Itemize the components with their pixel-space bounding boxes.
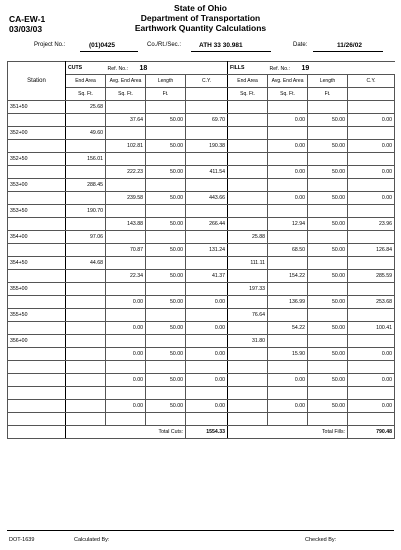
- empty-cell: [106, 257, 146, 270]
- empty-cell: [186, 309, 228, 322]
- fill-end-cell: 197.33: [228, 283, 268, 296]
- department-name: Department of Transportation: [140, 13, 261, 23]
- total-fills-label: Total Fills:: [228, 426, 348, 439]
- empty-cell: [268, 257, 308, 270]
- empty-cell: [8, 322, 66, 335]
- cut-avg-cell: 143.88: [106, 218, 146, 231]
- fill-len-cell: 50.00: [308, 244, 348, 257]
- empty-cell: [8, 296, 66, 309]
- table-row: [8, 166, 395, 179]
- empty-cell: [308, 205, 348, 218]
- cut-cy-cell: 0.00: [186, 374, 228, 387]
- fill-end-cell: [228, 361, 268, 374]
- cut-end-cell: 97.06: [66, 231, 106, 244]
- fill-len-cell: 50.00: [308, 140, 348, 153]
- cut-len-cell: 50.00: [146, 270, 186, 283]
- calculated-by-label: Calculated By:: [74, 537, 110, 543]
- fill-avg-cell: 0.00: [268, 192, 308, 205]
- cut-length-header: Length: [146, 75, 186, 88]
- empty-cell: [348, 283, 395, 296]
- empty-cell: [8, 218, 66, 231]
- table-row: [8, 374, 395, 387]
- empty-cell: [348, 231, 395, 244]
- cut-len-cell: 50.00: [146, 140, 186, 153]
- unit-sqft: Sq. Ft.: [228, 88, 268, 101]
- form-date: 03/03/03: [9, 24, 43, 34]
- table-row: [8, 309, 395, 322]
- unit-sqft: Sq. Ft.: [268, 88, 308, 101]
- station-header: Station: [8, 62, 66, 101]
- cut-len-cell: 50.00: [146, 114, 186, 127]
- empty-cell: [268, 153, 308, 166]
- empty-cell: [186, 283, 228, 296]
- empty-cell: [268, 283, 308, 296]
- empty-cell: [186, 361, 228, 374]
- fill-cy-cell: 23.96: [348, 218, 395, 231]
- cut-cy-cell: 411.54: [186, 166, 228, 179]
- table-row: [8, 114, 395, 127]
- empty-cell: [268, 335, 308, 348]
- empty-cell: [146, 335, 186, 348]
- cut-len-cell: 50.00: [146, 166, 186, 179]
- cut-end-cell: 25.68: [66, 101, 106, 114]
- fill-length-header: Length: [308, 75, 348, 88]
- empty-cell: [308, 101, 348, 114]
- table-row: [8, 179, 395, 192]
- fill-end-area-header: End Area: [228, 75, 268, 88]
- empty-cell: [146, 127, 186, 140]
- table-row: [8, 335, 395, 348]
- cut-avg-cell: 70.87: [106, 244, 146, 257]
- fill-end-cell: 111.11: [228, 257, 268, 270]
- fill-end-cell: [228, 127, 268, 140]
- empty-cell: [66, 244, 106, 257]
- table-row: [8, 348, 395, 361]
- station-cell: 355+50: [8, 309, 66, 322]
- empty-cell: [186, 205, 228, 218]
- station-cell: 355+00: [8, 283, 66, 296]
- fill-cy-cell: 126.84: [348, 244, 395, 257]
- fill-avg-cell: 0.00: [268, 114, 308, 127]
- empty-cell: [146, 387, 186, 400]
- empty-cell: [8, 140, 66, 153]
- empty-cell: [146, 309, 186, 322]
- cut-len-cell: 50.00: [146, 218, 186, 231]
- cut-cy-cell: 443.66: [186, 192, 228, 205]
- fill-len-cell: 50.00: [308, 322, 348, 335]
- empty-cell: [308, 127, 348, 140]
- cut-end-cell: [66, 335, 106, 348]
- fill-avg-cell: 68.50: [268, 244, 308, 257]
- cut-cy-cell: 190.38: [186, 140, 228, 153]
- station-cell: 353+50: [8, 205, 66, 218]
- cut-avg-cell: 0.00: [106, 348, 146, 361]
- date-label: Date:: [293, 42, 308, 48]
- station-cell: 354+50: [8, 257, 66, 270]
- fill-cy-cell: 0.00: [348, 166, 395, 179]
- station-cell: 354+00: [8, 231, 66, 244]
- cut-avg-cell: 102.81: [106, 140, 146, 153]
- total-cuts-value: 1554.33: [186, 426, 228, 439]
- table-row: [8, 283, 395, 296]
- empty-cell: [8, 244, 66, 257]
- empty-cell: [66, 140, 106, 153]
- empty-cell: [66, 374, 106, 387]
- empty-cell: [268, 387, 308, 400]
- cut-cy-cell: 131.24: [186, 244, 228, 257]
- empty-cell: [228, 348, 268, 361]
- station-cell: 352+50: [8, 153, 66, 166]
- fill-avg-cell: 54.22: [268, 322, 308, 335]
- empty-cell: [106, 413, 146, 426]
- form-header: [0, 3, 401, 33]
- cut-avg-cell: 37.64: [106, 114, 146, 127]
- cut-end-cell: 156.01: [66, 153, 106, 166]
- empty-cell: [308, 283, 348, 296]
- table-row: [8, 257, 395, 270]
- fill-avg-end-area-header: Avg. End Area: [268, 75, 308, 88]
- empty-cell: [106, 205, 146, 218]
- cuts-ref: Ref. No.: 18: [106, 62, 228, 75]
- empty-cell: [268, 413, 308, 426]
- unit-ft: Ft.: [146, 88, 186, 101]
- empty-cell: [228, 166, 268, 179]
- cut-cy-header: C.Y.: [186, 75, 228, 88]
- cut-cy-cell: 0.00: [186, 296, 228, 309]
- empty-cell: [348, 335, 395, 348]
- empty-cell: [268, 309, 308, 322]
- cut-end-area-header: End Area: [66, 75, 106, 88]
- cut-end-cell: 288.45: [66, 179, 106, 192]
- form-number: DOT-1639: [9, 537, 35, 543]
- fill-len-cell: 50.00: [308, 374, 348, 387]
- empty-cell: [66, 166, 106, 179]
- empty-cell: [106, 179, 146, 192]
- empty-cell: [186, 387, 228, 400]
- empty-cell: [8, 270, 66, 283]
- empty-cell: [228, 114, 268, 127]
- empty-cell: [186, 179, 228, 192]
- cut-avg-cell: 0.00: [106, 296, 146, 309]
- empty-cell: [268, 231, 308, 244]
- fill-end-cell: [228, 179, 268, 192]
- cut-cy-cell: 41.37: [186, 270, 228, 283]
- totals-blank: [8, 426, 66, 439]
- empty-cell: [308, 413, 348, 426]
- checked-by-label: Checked By:: [305, 537, 337, 543]
- empty-cell: [146, 283, 186, 296]
- earthwork-table: [7, 61, 395, 439]
- empty-cell: [8, 166, 66, 179]
- station-cell: [8, 361, 66, 374]
- empty-cell: [308, 387, 348, 400]
- fill-cy-cell: 0.00: [348, 114, 395, 127]
- empty-cell: [228, 140, 268, 153]
- empty-cell: [146, 361, 186, 374]
- cut-end-cell: 190.70: [66, 205, 106, 218]
- empty-cell: [228, 270, 268, 283]
- total-fills-value: 790.48: [348, 426, 395, 439]
- empty-cell: [348, 127, 395, 140]
- empty-cell: [186, 335, 228, 348]
- cut-avg-cell: 222.23: [106, 166, 146, 179]
- fill-end-cell: [228, 413, 268, 426]
- cut-avg-cell: 0.00: [106, 374, 146, 387]
- table-row: [8, 101, 395, 114]
- cut-cy-cell: 0.00: [186, 400, 228, 413]
- table-row: [8, 387, 395, 400]
- fill-cy-cell: 0.00: [348, 192, 395, 205]
- empty-cell: [66, 114, 106, 127]
- empty-cell: [268, 179, 308, 192]
- form-id-block: [9, 14, 45, 34]
- fill-avg-cell: 154.22: [268, 270, 308, 283]
- empty-cell: [186, 413, 228, 426]
- empty-cell: [146, 413, 186, 426]
- empty-cell: [8, 348, 66, 361]
- empty-cell: [66, 322, 106, 335]
- empty-cell: [348, 309, 395, 322]
- cut-len-cell: 50.00: [146, 400, 186, 413]
- fill-cy-cell: 253.68: [348, 296, 395, 309]
- station-cell: [8, 413, 66, 426]
- cut-cy-cell: 0.00: [186, 348, 228, 361]
- empty-cell: [186, 153, 228, 166]
- project-label: Project No.:: [34, 42, 66, 48]
- unit-sqft: Sq. Ft.: [66, 88, 106, 101]
- empty-cell: [106, 127, 146, 140]
- empty-cell: [8, 400, 66, 413]
- empty-cell: [308, 361, 348, 374]
- fills-label: FILLS: [228, 62, 268, 75]
- empty-cell: [106, 361, 146, 374]
- empty-cell: [308, 179, 348, 192]
- empty-cell: [66, 400, 106, 413]
- cut-len-cell: 50.00: [146, 374, 186, 387]
- fill-avg-cell: 0.00: [268, 166, 308, 179]
- empty-cell: [106, 387, 146, 400]
- cut-avg-cell: 0.00: [106, 400, 146, 413]
- empty-cell: [348, 153, 395, 166]
- empty-cell: [186, 231, 228, 244]
- empty-cell: [106, 231, 146, 244]
- cut-end-cell: [66, 283, 106, 296]
- cut-cy-cell: 266.44: [186, 218, 228, 231]
- cuts-label: CUTS: [66, 62, 106, 75]
- table-row: [8, 205, 395, 218]
- form-title: Earthwork Quantity Calculations: [134, 23, 267, 33]
- table-row: [8, 413, 395, 426]
- empty-cell: [106, 153, 146, 166]
- empty-cell: [228, 322, 268, 335]
- fill-end-cell: [228, 101, 268, 114]
- empty-cell: [146, 153, 186, 166]
- table-row: [8, 244, 395, 257]
- empty-cell: [268, 205, 308, 218]
- empty-cell: [186, 257, 228, 270]
- empty-cell: [106, 283, 146, 296]
- cut-end-cell: 49.60: [66, 127, 106, 140]
- empty-cell: [106, 309, 146, 322]
- cut-avg-cell: 0.00: [106, 322, 146, 335]
- empty-cell: [66, 296, 106, 309]
- cut-len-cell: 50.00: [146, 348, 186, 361]
- empty-cell: [268, 101, 308, 114]
- cors-label: Co./Rt./Sec.:: [147, 42, 182, 48]
- table-row: [8, 218, 395, 231]
- cut-end-cell: [66, 413, 106, 426]
- cut-end-cell: [66, 309, 106, 322]
- empty-cell: [348, 205, 395, 218]
- fill-cy-cell: 0.00: [348, 348, 395, 361]
- empty-cell: [146, 257, 186, 270]
- fill-cy-cell: 0.00: [348, 140, 395, 153]
- fill-cy-cell: 0.00: [348, 400, 395, 413]
- cut-end-cell: [66, 361, 106, 374]
- empty-cell: [146, 231, 186, 244]
- table-row: [8, 153, 395, 166]
- fill-cy-cell: 0.00: [348, 374, 395, 387]
- fill-len-cell: 50.00: [308, 348, 348, 361]
- fill-end-cell: 76.64: [228, 309, 268, 322]
- empty-cell: [228, 374, 268, 387]
- empty-cell: [308, 257, 348, 270]
- fill-len-cell: 50.00: [308, 218, 348, 231]
- empty-cell: [8, 374, 66, 387]
- fill-cy-header: C.Y.: [348, 75, 395, 88]
- fill-end-cell: 31.80: [228, 335, 268, 348]
- fill-avg-cell: 12.94: [268, 218, 308, 231]
- cut-cy-cell: 0.00: [186, 322, 228, 335]
- cut-len-cell: 50.00: [146, 244, 186, 257]
- fill-avg-cell: 15.90: [268, 348, 308, 361]
- station-cell: 352+00: [8, 127, 66, 140]
- cut-len-cell: 50.00: [146, 322, 186, 335]
- empty-cell: [66, 270, 106, 283]
- empty-cell: [228, 218, 268, 231]
- fill-avg-cell: 0.00: [268, 400, 308, 413]
- fill-end-cell: 25.88: [228, 231, 268, 244]
- empty-cell: [146, 205, 186, 218]
- cut-avg-cell: 239.58: [106, 192, 146, 205]
- table-row: [8, 192, 395, 205]
- empty-cell: [186, 127, 228, 140]
- cors-value: ATH 33 30.981: [199, 42, 243, 49]
- cut-len-cell: 50.00: [146, 192, 186, 205]
- empty-cell: [186, 101, 228, 114]
- empty-cell: [308, 231, 348, 244]
- cut-len-cell: 50.00: [146, 296, 186, 309]
- table-row: [8, 400, 395, 413]
- cut-cy-cell: 69.70: [186, 114, 228, 127]
- empty-cell: [228, 192, 268, 205]
- empty-cell: [228, 400, 268, 413]
- empty-cell: [228, 244, 268, 257]
- project-value: (01)0425: [89, 42, 116, 49]
- fill-end-cell: [228, 387, 268, 400]
- cut-end-cell: [66, 387, 106, 400]
- empty-cell: [228, 296, 268, 309]
- state-name: State of Ohio: [174, 3, 227, 13]
- fill-len-cell: 50.00: [308, 270, 348, 283]
- empty-cell: [66, 192, 106, 205]
- table-row: [8, 322, 395, 335]
- empty-cell: [348, 387, 395, 400]
- empty-cell: [268, 361, 308, 374]
- empty-cell: [8, 192, 66, 205]
- unit-blank: [348, 88, 395, 101]
- empty-cell: [348, 101, 395, 114]
- empty-cell: [268, 127, 308, 140]
- fill-len-cell: 50.00: [308, 296, 348, 309]
- fill-avg-cell: 0.00: [268, 374, 308, 387]
- table-row: [8, 127, 395, 140]
- empty-cell: [146, 101, 186, 114]
- form-id: CA-EW-1: [9, 14, 46, 24]
- cut-avg-end-area-header: Avg. End Area: [106, 75, 146, 88]
- empty-cell: [146, 179, 186, 192]
- fill-end-cell: [228, 205, 268, 218]
- fill-avg-cell: 136.99: [268, 296, 308, 309]
- empty-cell: [348, 413, 395, 426]
- cut-avg-cell: 22.34: [106, 270, 146, 283]
- fill-cy-cell: 285.59: [348, 270, 395, 283]
- fill-len-cell: 50.00: [308, 114, 348, 127]
- unit-blank: [186, 88, 228, 101]
- unit-ft: Ft.: [308, 88, 348, 101]
- table-row: [8, 361, 395, 374]
- station-cell: [8, 387, 66, 400]
- fill-len-cell: 50.00: [308, 166, 348, 179]
- empty-cell: [308, 335, 348, 348]
- fill-avg-cell: 0.00: [268, 140, 308, 153]
- empty-cell: [8, 114, 66, 127]
- empty-cell: [66, 348, 106, 361]
- empty-cell: [308, 309, 348, 322]
- fill-cy-cell: 100.41: [348, 322, 395, 335]
- empty-cell: [348, 257, 395, 270]
- empty-cell: [348, 179, 395, 192]
- fill-len-cell: 50.00: [308, 400, 348, 413]
- table-row: [8, 231, 395, 244]
- cut-end-cell: 44.68: [66, 257, 106, 270]
- fill-end-cell: [228, 153, 268, 166]
- station-cell: 351+50: [8, 101, 66, 114]
- fill-len-cell: 50.00: [308, 192, 348, 205]
- table-row: [8, 270, 395, 283]
- empty-cell: [348, 361, 395, 374]
- total-cuts-label: Total Cuts:: [66, 426, 186, 439]
- empty-cell: [106, 101, 146, 114]
- fills-ref: Ref. No.: 19: [268, 62, 395, 75]
- empty-cell: [66, 218, 106, 231]
- table-row: [8, 296, 395, 309]
- empty-cell: [106, 335, 146, 348]
- date-value: 11/26/02: [337, 42, 362, 49]
- table-row: [8, 140, 395, 153]
- unit-sqft: Sq. Ft.: [106, 88, 146, 101]
- empty-cell: [308, 153, 348, 166]
- station-cell: 356+00: [8, 335, 66, 348]
- station-cell: 353+00: [8, 179, 66, 192]
